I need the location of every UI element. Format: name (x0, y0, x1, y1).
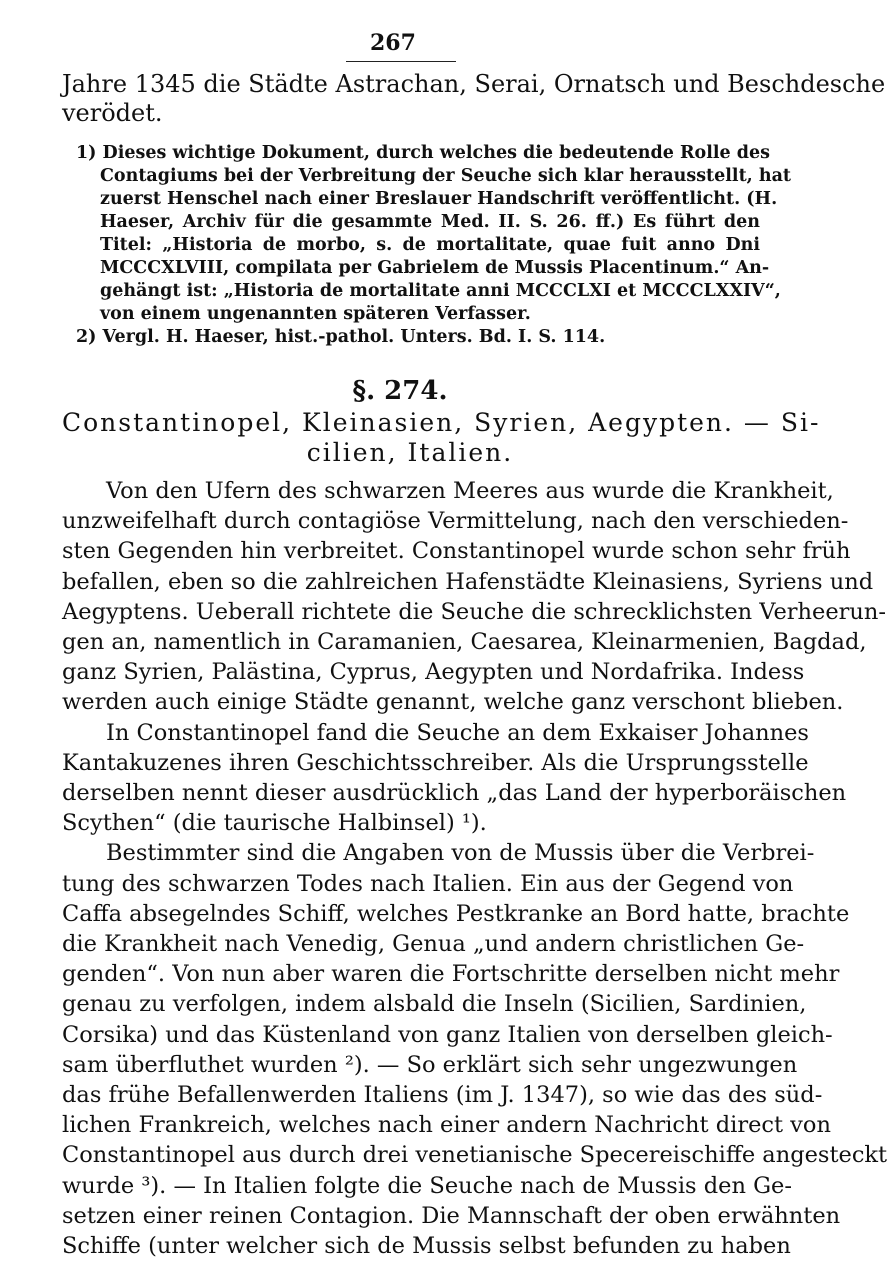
text-line: setzen einer reinen Contagion. Die Mannschaft der oben erwähnten (62, 1202, 841, 1229)
text-line: gen an, namentlich in Caramanien, Caesarea, Kleinarmenien, Bagdad, (62, 629, 867, 656)
page-number-rule (346, 61, 456, 62)
text-line: lichen Frankreich, welches nach einer andern Nachricht direct von (62, 1112, 831, 1139)
text-line: sten Gegenden hin verbreitet. Constantinopel wurde schon sehr früh (62, 538, 851, 565)
text-line: Caffa absegelndes Schiff, welches Pestkranke an Bord hatte, brachte (62, 900, 850, 927)
footnote-line: gehängt ist: „Historia de mortalitate anni MCCCLXI et MCCCLXXIV“, (100, 281, 781, 301)
text-line: Jahre 1345 die Städte Astrachan, Serai, Ornatsch und Beschdesche (62, 70, 886, 98)
footnote-line: Titel: „Historia de morbo, s. de mortalitate, quae fuit anno Dni (100, 235, 760, 255)
text-line: sam überfluthet wurden ²). — So erklärt sich sehr ungezwungen (62, 1051, 798, 1078)
footnote-line: MCCCXLVIII, compilata per Gabrielem de Mussis Placentinum.“ An- (100, 258, 770, 278)
text-line: verödet. (62, 99, 163, 127)
text-line: befallen, eben so die zahlreichen Hafenstädte Kleinasiens, Syriens und (62, 568, 874, 595)
text-line: In Constantinopel fand die Seuche an dem Exkaiser Johannes (106, 719, 809, 746)
footnote-line: 1) Dieses wichtige Dokument, durch welches die bedeutende Rolle des (76, 143, 770, 163)
text-line: Corsika) und das Küstenland von ganz Italien von derselben gleich- (62, 1021, 833, 1048)
text-line: unzweifelhaft durch contagiöse Vermittelung, nach den verschieden- (62, 508, 849, 535)
text-line: das frühe Befallenwerden Italiens (im J. 1347), so wie das des süd- (62, 1082, 823, 1109)
section-title (62, 408, 821, 468)
footnotes (76, 142, 791, 349)
text-line: ganz Syrien, Palästina, Cyprus, Aegypten und Nordafrika. Indess (62, 659, 805, 686)
text-line: Aegyptens. Ueberall richtete die Seuche die schrecklichsten Verheerun- (62, 598, 887, 625)
body-text (62, 476, 887, 1261)
carryover-paragraph (62, 70, 886, 128)
footnote-line: zuerst Henschel nach einer Breslauer Handschrift veröffentlicht. (H. (100, 189, 778, 209)
text-line: die Krankheit nach Venedig, Genua „und andern christlichen Ge- (62, 931, 805, 958)
text-line: Von den Ufern des schwarzen Meeres aus wurde die Krankheit, (106, 478, 834, 504)
text-line: genau zu verfolgen, indem alsbald die Inseln (Sicilien, Sardinien, (62, 991, 807, 1018)
footnote-line: Haeser, Archiv für die gesammte Med. II. S. 26. ff.) Es führt den (100, 212, 760, 232)
footnote-line: von einem ungenannten späteren Verfasser. (100, 304, 531, 324)
text-line: Kantakuzenes ihren Geschichtsschreiber. Als die Ursprungsstelle (62, 749, 809, 776)
footnote-line: Contagiums bei der Verbreitung der Seuche sich klar herausstellt, hat (100, 166, 791, 186)
text-line: werden auch einige Städte genannt, welche ganz verschont blieben. (62, 689, 844, 716)
text-line: Schiffe (unter welcher sich de Mussis selbst befunden zu haben (62, 1233, 791, 1260)
section-title-line: cilien, Italien. (306, 438, 514, 467)
section-number: §. 274. (352, 376, 448, 406)
text-line: tung des schwarzen Todes nach Italien. Ein aus der Gegend von (62, 870, 794, 897)
text-line: Scythen“ (die taurische Halbinsel) ¹). (62, 810, 487, 837)
text-line: Bestimmter sind die Angaben von de Mussis über die Verbrei- (106, 840, 815, 867)
text-line: derselben nennt dieser ausdrücklich „das Land der hyperboräischen (62, 780, 847, 807)
section-title-line: Constantinopel, Kleinasien, Syrien, Aegypten. — Si- (62, 408, 821, 437)
page-number: 267 (370, 30, 416, 56)
text-line: genden“. Von nun aber waren die Fortschritte derselben nicht mehr (62, 961, 840, 988)
text-line: Constantinopel aus durch drei venetianische Specereischiffe angesteckt (62, 1142, 887, 1169)
text-line: wurde ³). — In Italien folgte die Seuche nach de Mussis den Ge- (62, 1172, 792, 1199)
footnote-line: 2) Vergl. H. Haeser, hist.-pathol. Unters. Bd. I. S. 114. (76, 327, 606, 347)
